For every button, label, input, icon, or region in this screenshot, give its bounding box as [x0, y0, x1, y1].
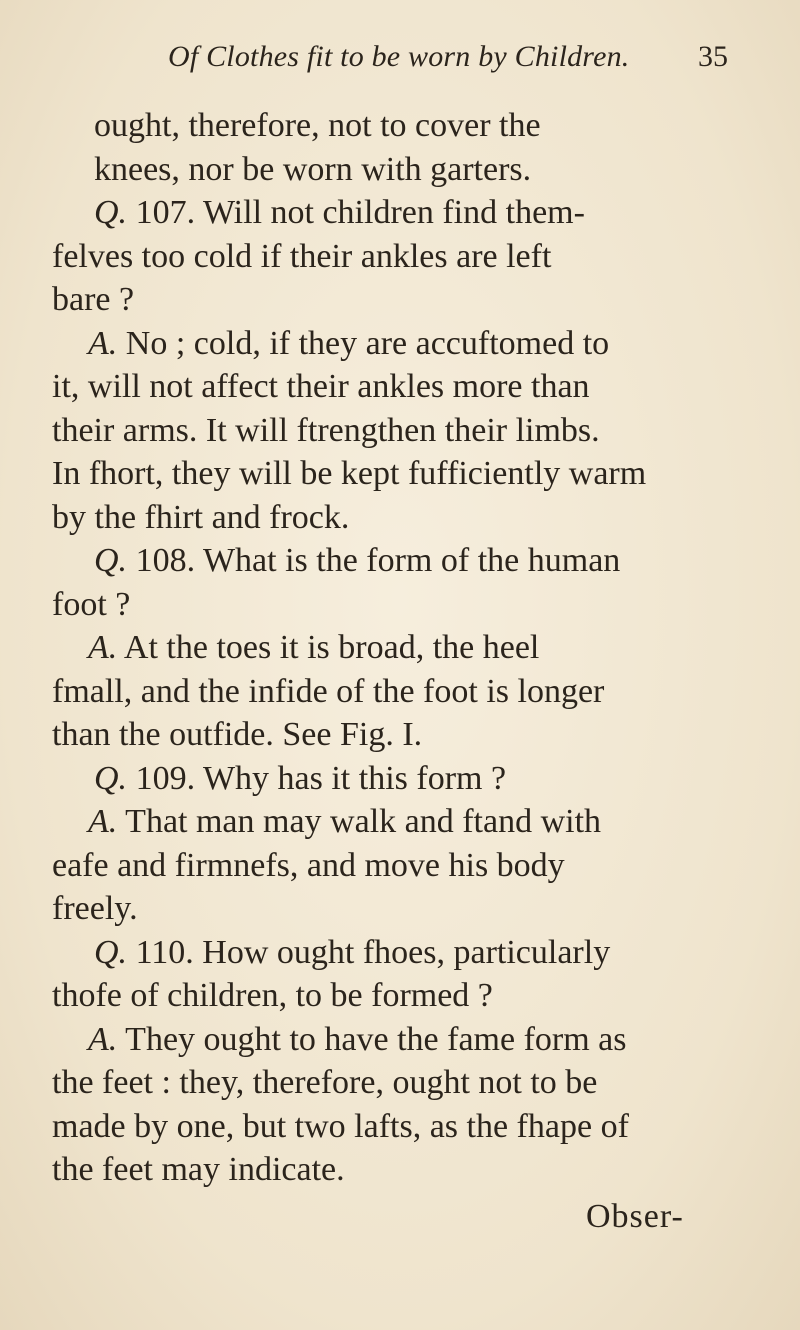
text-line: freely.: [52, 890, 138, 927]
answer-line: [52, 626, 752, 670]
text-line: the feet may indicate.: [52, 1151, 345, 1188]
text-line: knees, nor be worn with garters.: [94, 150, 532, 188]
text-line: bare ?: [52, 281, 135, 318]
question-line: [52, 757, 752, 801]
page-header: [0, 40, 800, 80]
catchword: Obser-: [586, 1198, 684, 1235]
question-text: 110. How ought fhoes, particularly: [135, 933, 611, 971]
question-text: 107. Will not children find them-: [135, 194, 585, 231]
text-line: felves too cold if their ankles are left: [52, 237, 552, 275]
text-line: the feet : they, therefore, ought not to be: [52, 1064, 598, 1101]
text-line: than the outfide. See Fig. I.: [52, 716, 423, 753]
answer-marker: A.: [88, 803, 118, 840]
answer-text: They ought to have the fame form as: [125, 1020, 627, 1058]
answer-marker: A.: [88, 1020, 118, 1058]
text-line: their arms. It will ftrengthen their limbs.: [52, 411, 600, 449]
question-line: [52, 931, 752, 975]
question-marker: Q.: [94, 933, 128, 971]
text-line: eafe and firmnefs, and move his body: [52, 846, 565, 884]
page-number: 35: [698, 40, 728, 73]
text-line: made by one, but two lafts, as the fhape of: [52, 1107, 629, 1145]
answer-line: [52, 1018, 752, 1062]
question-text: 109. Why has it this form ?: [135, 759, 507, 797]
question-text: 108. What is the form of the human: [135, 542, 621, 579]
text-line: foot ?: [52, 585, 131, 623]
answer-text: At the toes it is broad, the heel: [123, 629, 540, 666]
answer-text: No ; cold, if they are accuftomed to: [125, 324, 610, 362]
running-title: Of Clothes fit to be worn by Children.: [168, 40, 630, 73]
question-marker: Q.: [94, 194, 128, 231]
question-marker: Q.: [94, 759, 128, 797]
answer-line: [52, 800, 752, 844]
text-line: fmall, and the infide of the foot is longer: [52, 672, 605, 710]
question-line: [52, 191, 752, 235]
text-line: thofe of children, to be formed ?: [52, 977, 493, 1014]
answer-marker: A.: [88, 629, 118, 666]
answer-line: [52, 322, 752, 366]
text-line: ought, therefore, not to cover the: [94, 107, 541, 144]
answer-text: That man may walk and ftand with: [125, 803, 602, 840]
question-line: [52, 539, 752, 583]
text-line: it, will not affect their ankles more than: [52, 368, 590, 405]
question-marker: Q.: [94, 542, 128, 579]
answer-marker: A.: [88, 324, 118, 362]
body-text: [52, 104, 752, 1192]
text-line: by the fhirt and frock.: [52, 498, 350, 536]
text-line: In fhort, they will be kept fufficiently warm: [52, 455, 647, 492]
